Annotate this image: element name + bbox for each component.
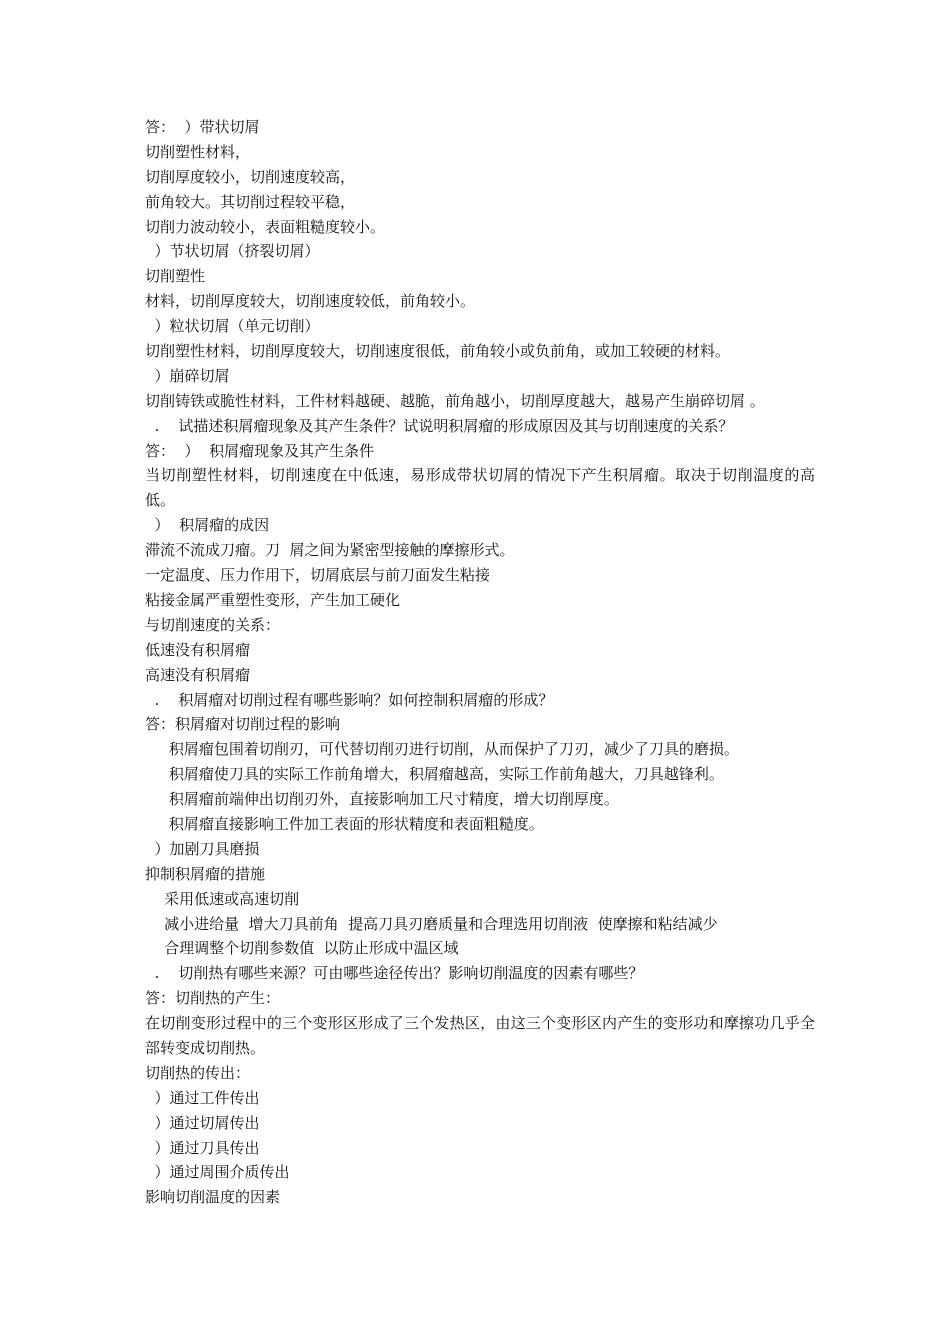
question-line: . 积屑瘤对切削过程有哪些影响？如何控制积屑瘤的形成？ <box>145 690 554 709</box>
text-line: 切削塑性 <box>145 267 206 286</box>
paragraph: 当切削塑性材料，切削速度在中低速，易形成带状切屑的情况下产生积屑瘤。取决于切削温度的高低。 <box>145 466 815 510</box>
text-line: 答：积屑瘤对切削过程的影响 <box>145 715 341 734</box>
text-line: 切削铸铁或脆性材料，工件材料越硬、越脆，前角越小，切削厚度越大，越易产生崩碎切屑 。 <box>145 391 765 410</box>
text-line: 材料，切削厚度较大，切削速度较低，前角较小。 <box>145 292 476 311</box>
text-line: ）崩碎切屑 <box>145 366 230 385</box>
text-line: 切削力波动较小，表面粗糙度较小。 <box>145 217 386 236</box>
question-line: . 试描述积屑瘤现象及其产生条件？试说明积屑瘤的形成原因及其与切削速度的关系？ <box>145 416 734 435</box>
text-line: 合理调整个切削参数值 以防止形成中温区域 <box>145 939 459 958</box>
text-line: ）通过周围介质传出 <box>145 1163 290 1182</box>
text-line: 一定温度、压力作用下，切屑底层与前刀面发生粘接 <box>145 566 491 585</box>
text-line: 切削塑性材料，切削厚度较大，切削速度很低，前角较小或负前角，或加工较硬的材料。 <box>145 342 731 361</box>
text-line: ）通过工件传出 <box>145 1088 260 1107</box>
text-line: 答：切削热的产生： <box>145 989 281 1008</box>
question-line: . 切削热有哪些来源？可由哪些途径传出？影响切削温度的因素有哪些？ <box>145 964 644 983</box>
text-line: ）通过切屑传出 <box>145 1113 260 1132</box>
text-line: 影响切削温度的因素 <box>145 1188 281 1207</box>
document-body <box>145 115 815 1210</box>
text-line: 减小进给量 增大刀具前角 提高刀具刃磨质量和合理选用切削液 使摩擦和粘结减少 <box>145 914 718 933</box>
text-line: 积屑瘤使刀具的实际工作前角增大，积屑瘤越高，实际工作前角越大，刀具越锋利。 <box>145 765 724 784</box>
text-line: 采用低速或高速切削 <box>145 889 300 908</box>
text-line: 答： ）带状切屑 <box>145 118 260 136</box>
text-line: ）节状切屑（挤裂切屑） <box>145 242 320 261</box>
text-line: 切削厚度较小，切削速度较高， <box>145 167 356 186</box>
text-line: 与切削速度的关系： <box>145 615 281 634</box>
text-line: 前角较大。其切削过程较平稳， <box>145 192 356 211</box>
text-line: ）粒状切屑（单元切削） <box>145 317 320 336</box>
text-line: 粘接金属严重塑性变形，产生加工硬化 <box>145 590 401 609</box>
text-line: 高速没有积屑瘤 <box>145 665 251 684</box>
paragraph: 在切削变形过程中的三个变形区形成了三个发热区，由这三个变形区内产生的变形功和摩擦功几乎全部转变成切削热。 <box>145 1014 815 1057</box>
text-line: ）通过刀具传出 <box>145 1138 260 1157</box>
text-line: 抑制积屑瘤的措施 <box>145 864 266 883</box>
text-line: ） 积屑瘤的成因 <box>145 516 270 535</box>
text-line: 切削塑性材料， <box>145 142 251 161</box>
text-line: 切削热的传出： <box>145 1063 251 1082</box>
text-line: 积屑瘤直接影响工件加工表面的形状精度和表面粗糙度。 <box>145 814 544 833</box>
text-line: 答： ） 积屑瘤现象及其产生条件 <box>145 441 375 460</box>
text-line: 积屑瘤前端伸出切削刃外，直接影响加工尺寸精度，增大切削厚度。 <box>145 790 619 809</box>
text-line: ）加剧刀具磨损 <box>145 839 260 858</box>
text-line: 积屑瘤包围着切削刃，可代替切削刃进行切削，从而保护了刀刃，减少了刀具的磨损。 <box>145 740 739 759</box>
text-line: 滞流不流成刀瘤。刀 屑之间为紧密型接触的摩擦形式。 <box>145 541 515 560</box>
text-line: 低速没有积屑瘤 <box>145 640 251 659</box>
